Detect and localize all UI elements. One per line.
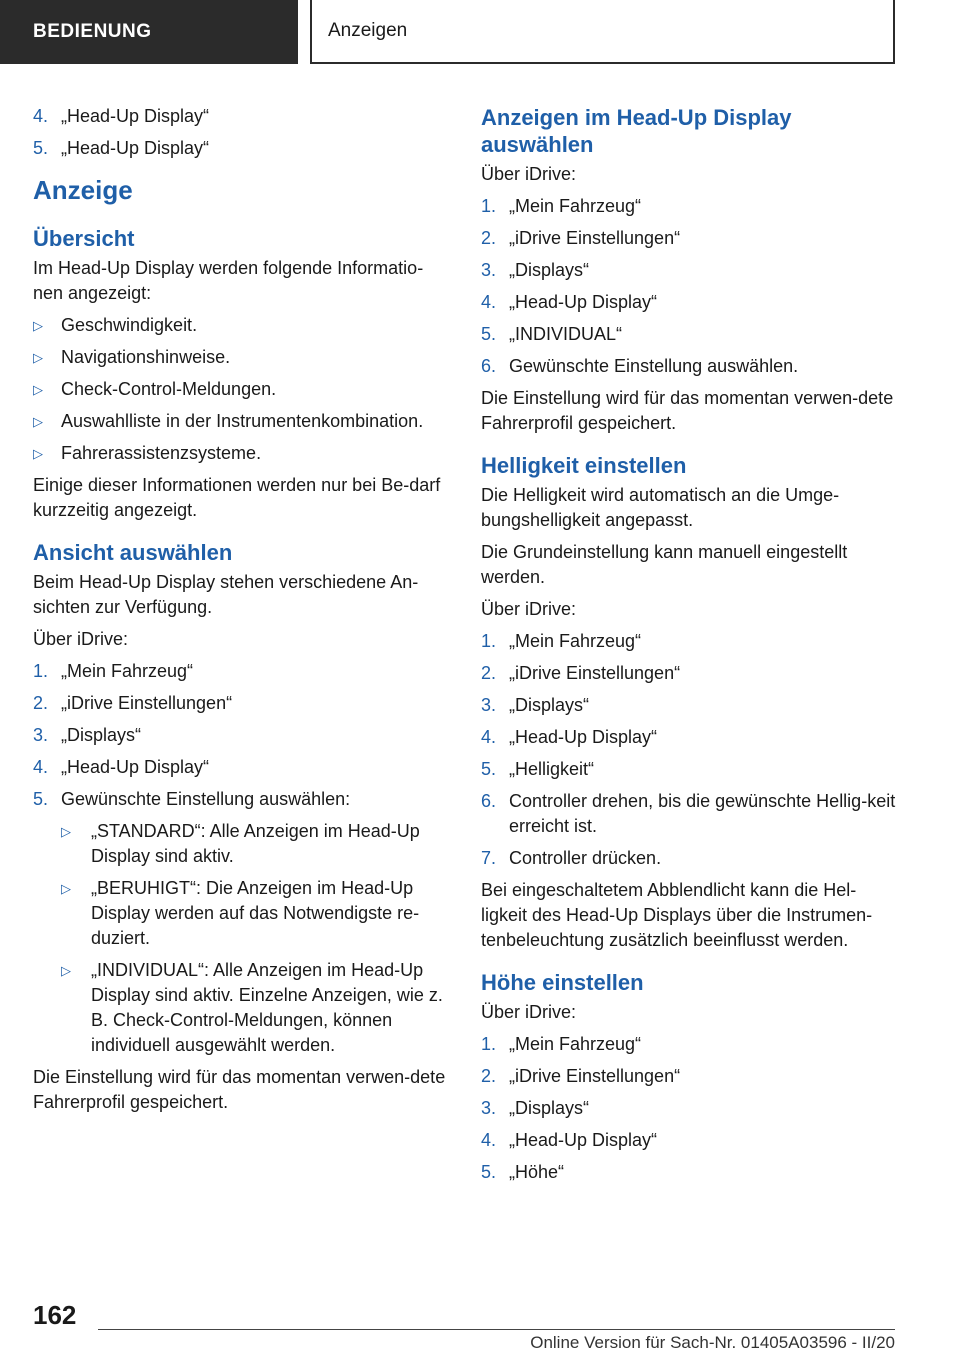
- list-item: 4. „Head-Up Display“: [481, 727, 658, 747]
- list-item: 6. Controller drehen, bis die gewünschte Hellig-keit erreicht ist.: [481, 791, 896, 836]
- list-item: 3. „Displays“: [481, 1098, 590, 1118]
- list-item: ▷ „STANDARD“: Alle Anzeigen im Head-Up Display sind aktiv.: [61, 821, 420, 866]
- top-list: [33, 104, 451, 161]
- list-item: 3. „Displays“: [33, 725, 142, 745]
- paragraph: Beim Head-Up Display stehen verschiedene An-sichten zur Verfügung.: [33, 572, 419, 617]
- steps-list: [481, 194, 899, 379]
- list-item: 1. „Mein Fahrzeug“: [481, 196, 642, 216]
- paragraph: Einige dieser Informationen werden nur bei Be-darf kurzzeitig angezeigt.: [33, 475, 441, 520]
- list-item: 2. „iDrive Einstellungen“: [33, 693, 233, 713]
- left-column: [33, 104, 451, 1122]
- list-item: ▷ Geschwindigkeit.: [33, 313, 451, 338]
- list-item: 4. „Head-Up Display“: [33, 106, 210, 126]
- triangle-bullet-icon: ▷: [33, 318, 43, 333]
- list-item: 6. Gewünschte Einstellung auswählen.: [481, 356, 799, 376]
- list-item: ▷ Auswahlliste in der Instrumentenkombination.: [33, 409, 451, 434]
- header-section: [0, 0, 298, 64]
- triangle-bullet-icon: ▷: [33, 414, 43, 429]
- list-item: 3. „Displays“: [481, 695, 590, 715]
- list-item: 5. „Höhe“: [481, 1162, 565, 1182]
- paragraph: Über iDrive:: [481, 599, 577, 619]
- sub-bullet-list: [61, 819, 451, 1058]
- list-item: 7. Controller drücken.: [481, 848, 662, 868]
- paragraph: Die Helligkeit wird automatisch an die Umge-bungshelligkeit angepasst.: [481, 485, 840, 530]
- list-item: ▷ Navigationshinweise.: [33, 345, 451, 370]
- heading-anzeigen-auswaehlen: Anzeigen im Head-Up Display auswählen: [481, 105, 792, 157]
- list-item: ▷ Fahrerassistenzsysteme.: [33, 441, 451, 466]
- footer-online-version: Online Version für Sach-Nr. 01405A03596 - II/20: [530, 1333, 895, 1352]
- paragraph: Im Head-Up Display werden folgende Informatio-nen angezeigt:: [33, 258, 424, 303]
- list-item: 4. „Head-Up Display“: [481, 292, 658, 312]
- list-item: 1. „Mein Fahrzeug“: [33, 661, 194, 681]
- triangle-bullet-icon: ▷: [33, 382, 43, 397]
- header-chapter: [310, 0, 895, 64]
- list-item: 1. „Mein Fahrzeug“: [481, 631, 642, 651]
- paragraph: Die Einstellung wird für das momentan verwen-dete Fahrerprofil gespeichert.: [33, 1067, 446, 1112]
- paragraph: Die Grundeinstellung kann manuell eingestellt werden.: [481, 542, 848, 587]
- bullet-list: [33, 313, 451, 466]
- list-item: ▷ „INDIVIDUAL“: Alle Anzeigen im Head-Up Display sind aktiv. Einzelne Anzeigen, wie z. B. Check-Control-Meldungen, können individuell ausgewählt werden.: [61, 960, 443, 1055]
- list-item: 2. „iDrive Einstellungen“: [481, 228, 681, 248]
- paragraph: Über iDrive:: [481, 164, 577, 184]
- list-item: 5. „Head-Up Display“: [33, 138, 210, 158]
- list-item: ▷ Check-Control-Meldungen.: [33, 377, 451, 402]
- footer-divider: [98, 1329, 895, 1330]
- triangle-bullet-icon: ▷: [33, 446, 43, 461]
- paragraph: Über iDrive:: [481, 1002, 577, 1022]
- triangle-bullet-icon: ▷: [61, 963, 71, 978]
- section-title: BEDIENUNG: [33, 21, 152, 42]
- list-item: 4. „Head-Up Display“: [481, 1130, 658, 1150]
- chapter-title: Anzeigen: [328, 20, 408, 41]
- right-column: [481, 104, 899, 1192]
- list-item: 4. „Head-Up Display“: [33, 757, 210, 777]
- list-item: 1. „Mein Fahrzeug“: [481, 1034, 642, 1054]
- heading-uebersicht: Übersicht: [33, 226, 135, 251]
- page-number: 162: [33, 1300, 77, 1330]
- triangle-bullet-icon: ▷: [61, 824, 71, 839]
- steps-list: [33, 659, 451, 1058]
- list-item: 5. „INDIVIDUAL“: [481, 324, 623, 344]
- steps-list: [481, 1032, 899, 1185]
- list-item: 2. „iDrive Einstellungen“: [481, 663, 681, 683]
- triangle-bullet-icon: ▷: [33, 350, 43, 365]
- paragraph: Bei eingeschaltetem Abblendlicht kann die Hel-ligkeit des Head-Up Displays über die Instrumen-tenbeleuchtung zusätzlich beeinflusst werden.: [481, 880, 873, 950]
- triangle-bullet-icon: ▷: [61, 881, 71, 896]
- list-item: ▷ „BERUHIGT“: Die Anzeigen im Head-Up Display werden auf das Notwendigste re-duziert.: [61, 878, 420, 948]
- heading-helligkeit: Helligkeit einstellen: [481, 453, 687, 478]
- list-item: 3. „Displays“: [481, 260, 590, 280]
- heading-anzeige: Anzeige: [33, 175, 133, 205]
- list-item: 2. „iDrive Einstellungen“: [481, 1066, 681, 1086]
- heading-ansicht: Ansicht auswählen: [33, 540, 233, 565]
- list-item: 5. „Helligkeit“: [481, 759, 595, 779]
- heading-hoehe: Höhe einstellen: [481, 970, 644, 995]
- paragraph: Über iDrive:: [33, 629, 129, 649]
- list-item: 5. Gewünschte Einstellung auswählen: ▷ „STANDARD“: Alle Anzeigen im Head-Up Display sind aktiv. ▷ „BERUHIGT“: Die Anzeigen im Head-Up Display werden auf das Notwendigste re-duziert. ▷ „INDIVIDUAL“: Alle Anzeigen im Head-Up Display sind aktiv. Einzelne Anzeigen, wie z. B. Check-Control-Meldungen, können individuell ausgewählt werden.: [33, 787, 451, 1058]
- steps-list: [481, 629, 899, 871]
- paragraph: Die Einstellung wird für das momentan verwen-dete Fahrerprofil gespeichert.: [481, 388, 894, 433]
